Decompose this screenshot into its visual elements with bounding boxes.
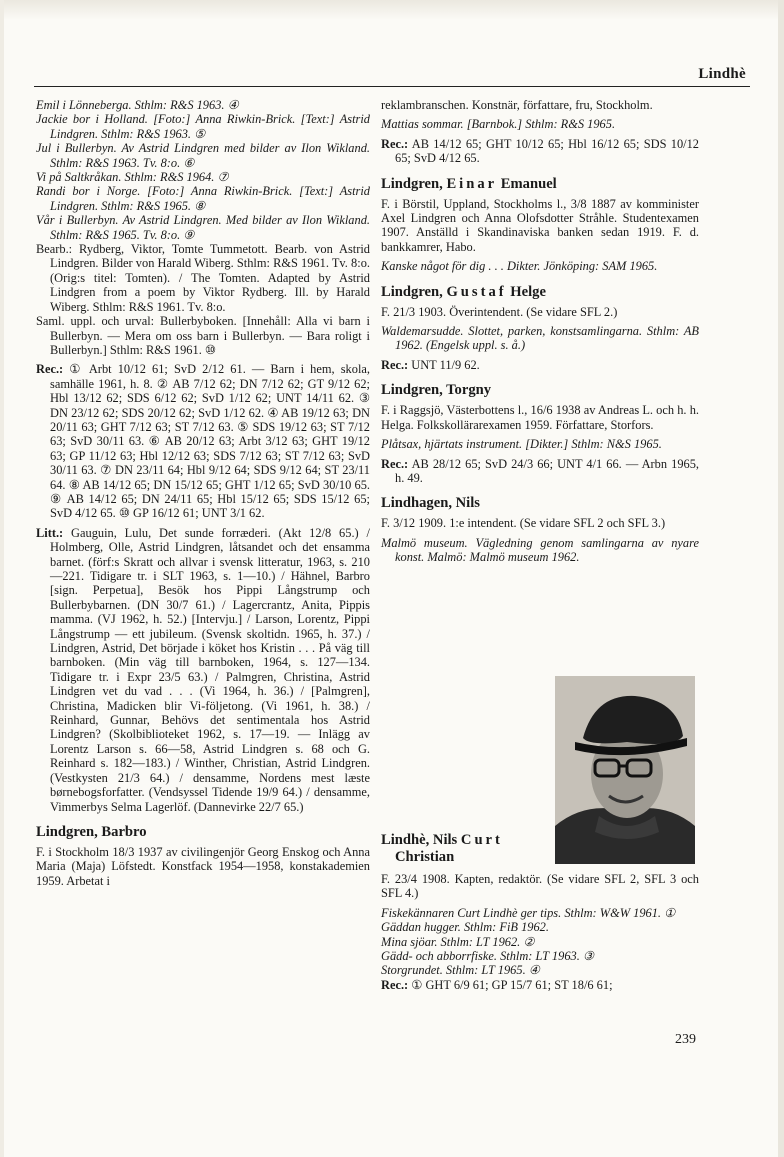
book-entry: Kanske något för dig . . . Dikter. Jönköping: SAM 1965. [381,259,658,274]
author-heading: Lindgren, Barbro [36,823,147,840]
book-entry: Plåtsax, hjärtats instrument. [Dikter.] Sthlm: N&S 1965. [381,437,662,452]
author-heading-with-photo: Lindhè, Nils Curt Christian [381,832,503,865]
reviews-text: ① Arbt 10/12 61; SvD 2/12 61. — Barn i hem, skola, samhälle 1961, h. 8. ② AB 7/12 62; DN 7/12 62; GT 9/12 62; Hbl 13/12 62; SDS 6/12 62; SvD 1/12 62; UNT 14/11 62. ③ DN 23/12 62; SDS 20/12 62; SvD 1/12 62. ④ AB 19/12 63; DN 20/11 63; GHT 7/12 63; ST 7/12 63. ⑤ SDS 19/12 63; ST 7/12 63; SvD 30/11 63. ⑥ AB 20/12 63; Arbt 3/12 63; GHT 19/12 63; GP 11/12 63; Hbl 12/12 63; SDS 7/12 63; ST 7/12 63; SvD 30/11 63. ⑦ DN 23/11 64; Hbl 9/12 64; SDS 9/12 64; ST 23/11 64. ⑧ AB 14/12 65; DN 15/12 65; GHT 1/12 65; SvD 30/10 65. ⑨ AB 14/12 65; DN 24/11 65; Hbl 15/12 65; SDS 15/12 65; SvD 4/12 65. ⑩ GP 16/12 61; UNT 3/1 62. [50,362,370,521]
reviews-block: Rec.: ① GHT 6/9 61; GP 15/7 61; ST 18/6 61; [381,977,613,992]
author-bio-continued: reklambranschen. Konstnär, författare, fru, Stockholm. [381,98,653,112]
reviews-label: Rec.: [36,362,64,377]
header-rule [34,86,750,87]
book-entry: Jul i Bullerbyn. Av Astrid Lindgren med bilder av Ilon Wikland. Sthlm: R&S 1963. Tv. 8:o. ⑥ [36,141,370,170]
author-heading: Lindgren, Torgny [381,382,492,399]
book-entry: Storgrundet. Sthlm: LT 1965. ④ [381,963,540,978]
author-bio: F. 21/3 1903. Överintendent. (Se vidare SFL 2.) [381,304,618,319]
collection-entry: Saml. uppl. och urval: Bullerbyboken. [Innehåll: Alla vi barn i Bullerbyn. — Mera om oss barn i Bullerbyn. — Bara roligt i Bullerbyn.] Sthlm: R&S 1961. ⑩ [36,314,370,357]
book-entry: Gäddan hugger. Sthlm: FiB 1962. [381,920,549,935]
page-number: 239 [675,1032,696,1047]
left-column [36,98,370,888]
author-heading: Lindgren, Gustaf Helge [381,283,546,300]
literature-text: Gauguin, Lulu, Det sunde forræderi. (Akt 12/8 65.) / Holmberg, Olle, Astrid Lindgren, låtsandet och det ensamma barnet. (förf:s Skratt och allvar i svensk litteratur, 1963, s. 210—221. Tidigare tr. i SLT 1963, s. 1—10.) / Hähnel, Barbro [sign. Perpetua], Besök hos Pippi Långstrump och Bullerbybarnen. (DN 30/7 61.) / Lagercrantz, Anita, Pippis mamma. (VJ 1962, h. 52.) [Intervju.] / Larson, Lorentz, Pippi Långstrump — ett jubileum. (Svensk skoltidn. 1965, h. 37.) / Lindgren, Astrid, Det började i köket hos Kristin . . . På väg till barnboken. (Min väg till barnboken, 1964, s. 127—134. Tidigare tr. i Expr 23/5 63.) / Palmgren, Christina, Astrid Lindgren vet du vad . . . (Vi 1964, h. 36.) / [Palmgren], Christina, Madicken blir Vi-följetong. (Vi 1961, h. 38.) / Reinhard, Gunnar, Behövs det sentimentala hos Astrid Lindgren? (Skolbiblioteket 1962, s. 17—19. — Inlägg av Lorentz Larson s. 66—58, Astrid Lindgren s. 68 och G. Reinhard s. 182—183.) / Winther, Christian, Astrid Lindgren. (Vestkysten 21/3 64.) / densamme, Nordens mest læste børnebogsforfatter. (Vendsyssel Tidende 19/9 64.) / densamme, Vimmerbys Selma Lagerlöf. (Dannevirke 22/7 65.) [50,525,370,814]
book-entry: Randi bor i Norge. [Foto:] Anna Riwkin-Brick. [Text:] Astrid Lindgren. Sthlm: R&S 1965. ⑧ [36,184,370,213]
adaptation-entry: Bearb.: Rydberg, Viktor, Tomte Tummetott. Bearb. von Astrid Lindgren. Bilder von Harald Wiberg. Sthlm: R&S 1961. Tv. 8:o. (Orig:s titel: Tomten). / The Tomten. Adapted by Astrid Lindgren from a poem by Viktor Rydberg. Ill. by Harald Wiberg. Sthlm: R&S 1961. Tv. 8:o. [36,242,370,314]
author-bio: F. i Raggsjö, Västerbottens l., 16/6 1938 av Andreas L. och h. h. Helga. Folkskollärarexamen 1959. Författare, Storfors. [381,403,699,432]
book-entry: Vi på Saltkråkan. Sthlm: R&S 1964. ⑦ [36,170,229,185]
author-heading: Lindgren, Einar Emanuel [381,175,557,192]
author-bio: F. 23/4 1908. Kapten, redaktör. (Se vidare SFL 2, SFL 3 och SFL 4.) [381,872,699,901]
running-header: Lindhè [698,66,746,82]
reviews-block [36,362,370,520]
book-entry: Fiskekännaren Curt Lindhè ger tips. Sthlm: W&W 1961. ① [381,905,676,920]
author-heading: Lindhagen, Nils [381,495,480,512]
literature-label: Litt.: [36,525,64,540]
right-page-edge [778,0,784,1157]
author-bio: F. 3/12 1909. 1:e intendent. (Se vidare SFL 2 och SFL 3.) [381,516,666,531]
literature-block [36,526,370,814]
book-entry: Malmö museum. Vägledning genom samlingarna av nyare konst. Malmö: Malmö museum 1962. [381,535,699,565]
book-entry: Gädd- och abborrfiske. Sthlm: LT 1963. ③ [381,949,595,964]
author-bio: F. i Stockholm 18/3 1937 av civilingenjör Georg Enskog och Anna Maria (Maja) Löfstedt. Konstfack 1954—1958, konstakademien 1959. Arbetat i [36,844,370,888]
right-column [381,98,699,565]
book-entry: Waldemarsudde. Slottet, parken, konstsamlingarna. Sthlm: AB 1962. (Engelsk uppl. s. å.) [381,324,699,353]
author-portrait-photo [555,676,695,864]
book-entry: Mina sjöar. Sthlm: LT 1962. ② [381,934,535,949]
book-entry: Vår i Bullerbyn. Av Astrid Lindgren. Med bilder av Ilon Wikland. Sthlm: R&S 1965. Tv. 8:o. ⑨ [36,213,370,242]
top-shadow [0,0,784,20]
right-column-bottom [381,872,699,992]
book-entry: Mattias sommar. [Barnbok.] Sthlm: R&S 1965. [381,117,616,132]
reviews-block: Rec.: UNT 11/9 62. [381,357,480,372]
reviews-block: Rec.: AB 14/12 65; GHT 10/12 65; Hbl 16/12 65; SDS 10/12 65; SvD 4/12 65. [381,136,699,166]
author-bio: F. i Börstil, Uppland, Stockholms l., 3/8 1887 av komminister Axel Lindgren och Anna Olofsdotter Stråhle. Studentexamen 1907. Anställd i Skandinaviska banken sedan 1919. F. d. bankkamrer, Habo. [381,196,699,254]
reviews-block: Rec.: AB 28/12 65; SvD 24/3 66; UNT 4/1 66. — Arbn 1965, h. 49. [381,456,699,485]
left-page-edge [0,0,4,1157]
book-entry: Emil i Lönneberga. Sthlm: R&S 1963. ④ [36,98,239,112]
book-entry: Jackie bor i Holland. [Foto:] Anna Riwkin-Brick. [Text:] Astrid Lindgren. Sthlm: R&S 1963. ⑤ [36,112,370,141]
